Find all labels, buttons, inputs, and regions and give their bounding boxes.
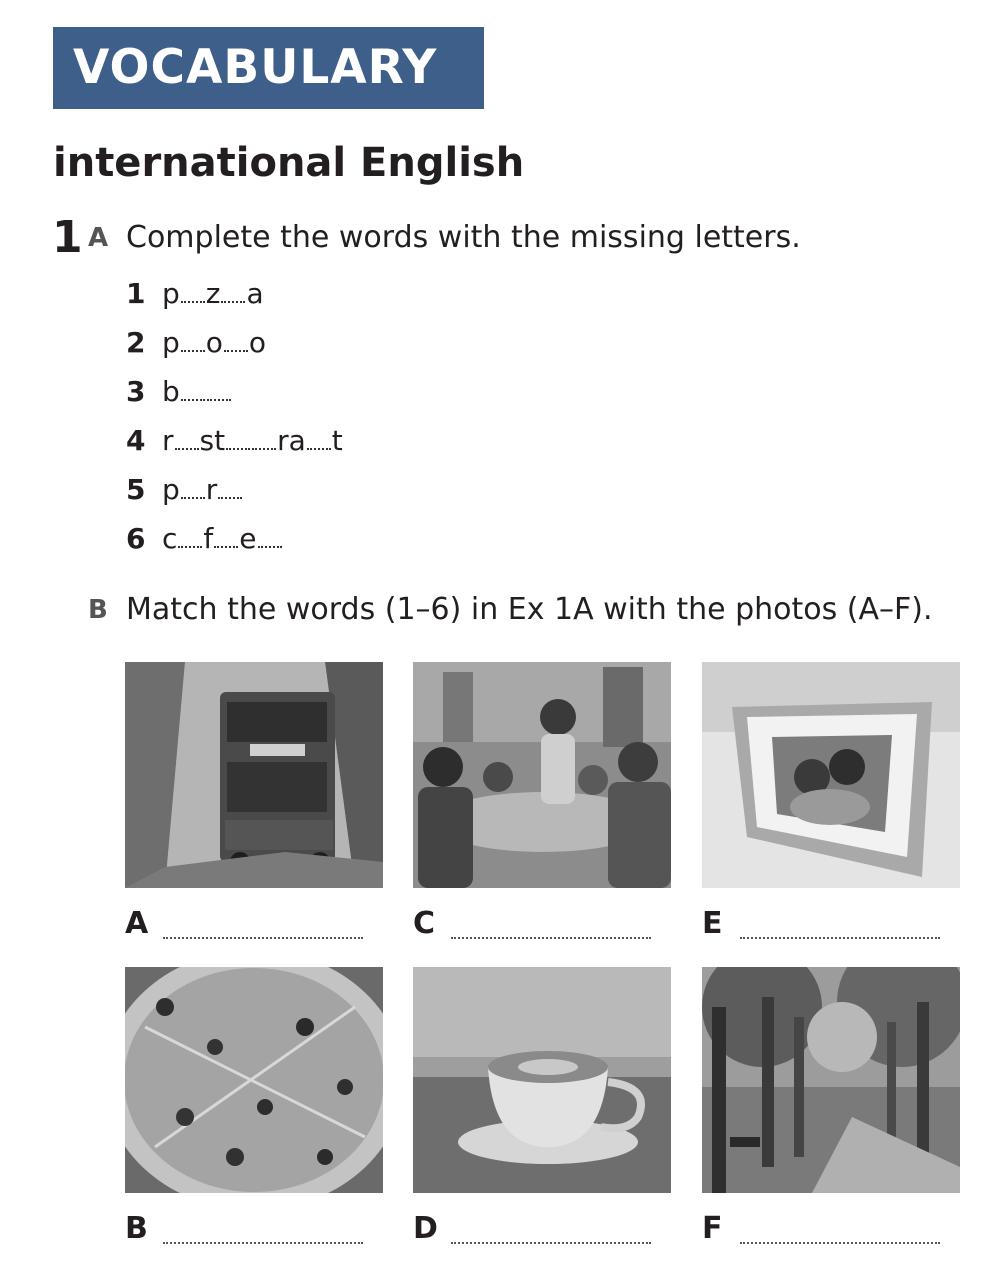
given-letters: b (162, 375, 180, 408)
given-letters: ra (277, 424, 306, 457)
word-item-number: 4 (126, 424, 146, 457)
missing-letter-gap[interactable] (226, 420, 250, 450)
missing-letter-gap[interactable] (181, 273, 205, 303)
word-item-number: 1 (126, 277, 146, 310)
answer-line-b[interactable] (163, 1242, 363, 1244)
cup-illustration (413, 967, 671, 1193)
banner-title: VOCABULARY (73, 40, 438, 95)
photo-label-b: B (125, 1211, 148, 1246)
answer-line-c[interactable] (451, 937, 651, 939)
given-letters: e (239, 522, 257, 555)
word-item-number: 3 (126, 375, 146, 408)
park-trees-photo (702, 967, 960, 1193)
word-item-number: 2 (126, 326, 146, 359)
word-item (126, 469, 243, 509)
answer-line-d[interactable] (451, 1242, 651, 1244)
given-letters: a (246, 277, 264, 310)
missing-letter-gap[interactable] (181, 322, 205, 352)
photo-frame-photo (702, 662, 960, 888)
given-letters: z (205, 277, 221, 310)
missing-letter-gap[interactable] (214, 518, 238, 548)
given-letters: p (162, 473, 180, 506)
bus-illustration (125, 662, 383, 888)
given-letters: r (162, 424, 174, 457)
missing-letter-gap[interactable] (218, 469, 242, 499)
part-b-letter: B (88, 595, 108, 625)
missing-letter-gap[interactable] (252, 420, 276, 450)
given-letters: p (162, 277, 180, 310)
part-a-letter: A (88, 223, 109, 253)
word-item (126, 518, 283, 558)
missing-letter-gap[interactable] (207, 371, 231, 401)
frame-illustration (702, 662, 960, 888)
answer-line-e[interactable] (740, 937, 940, 939)
answer-line-f[interactable] (740, 1242, 940, 1244)
photo-label-c: C (413, 906, 436, 941)
word-item (126, 273, 264, 313)
given-letters: st (199, 424, 226, 457)
missing-letter-gap[interactable] (258, 518, 282, 548)
missing-letter-gap[interactable] (224, 322, 248, 352)
part-b-instruction: Match the words (1–6) in Ex 1A with the photos (A–F). (126, 592, 933, 627)
photo-label-d: D (413, 1211, 438, 1246)
exercise-number: 1 (52, 212, 83, 263)
given-letters: c (162, 522, 178, 555)
photo-label-e: E (702, 906, 723, 941)
given-letters: r (205, 473, 218, 506)
missing-letter-gap[interactable] (221, 273, 245, 303)
word-item (126, 371, 232, 411)
cafe-people-photo (413, 662, 671, 888)
missing-letter-gap[interactable] (307, 420, 331, 450)
given-letters: o (205, 326, 223, 359)
section-subheading: international English (53, 140, 525, 186)
given-letters: p (162, 326, 180, 359)
photo-label-f: F (702, 1211, 723, 1246)
coffee-cup-photo (413, 967, 671, 1193)
word-item-number: 6 (126, 522, 146, 555)
given-letters: o (248, 326, 267, 359)
answer-line-a[interactable] (163, 937, 363, 939)
word-item (126, 322, 266, 362)
double-decker-bus-photo (125, 662, 383, 888)
missing-letter-gap[interactable] (181, 469, 205, 499)
pizza-illustration (125, 967, 383, 1193)
section-banner (53, 27, 484, 109)
missing-letter-gap[interactable] (175, 420, 199, 450)
park-illustration (702, 967, 960, 1193)
word-item (126, 420, 343, 460)
missing-letter-gap[interactable] (181, 371, 205, 401)
given-letters: f (203, 522, 214, 555)
pizza-photo (125, 967, 383, 1193)
given-letters: t (331, 424, 343, 457)
missing-letter-gap[interactable] (178, 518, 202, 548)
part-a-instruction: Complete the words with the missing letters. (126, 220, 801, 255)
cafe-illustration (413, 662, 671, 888)
word-item-number: 5 (126, 473, 146, 506)
photo-label-a: A (125, 906, 149, 941)
